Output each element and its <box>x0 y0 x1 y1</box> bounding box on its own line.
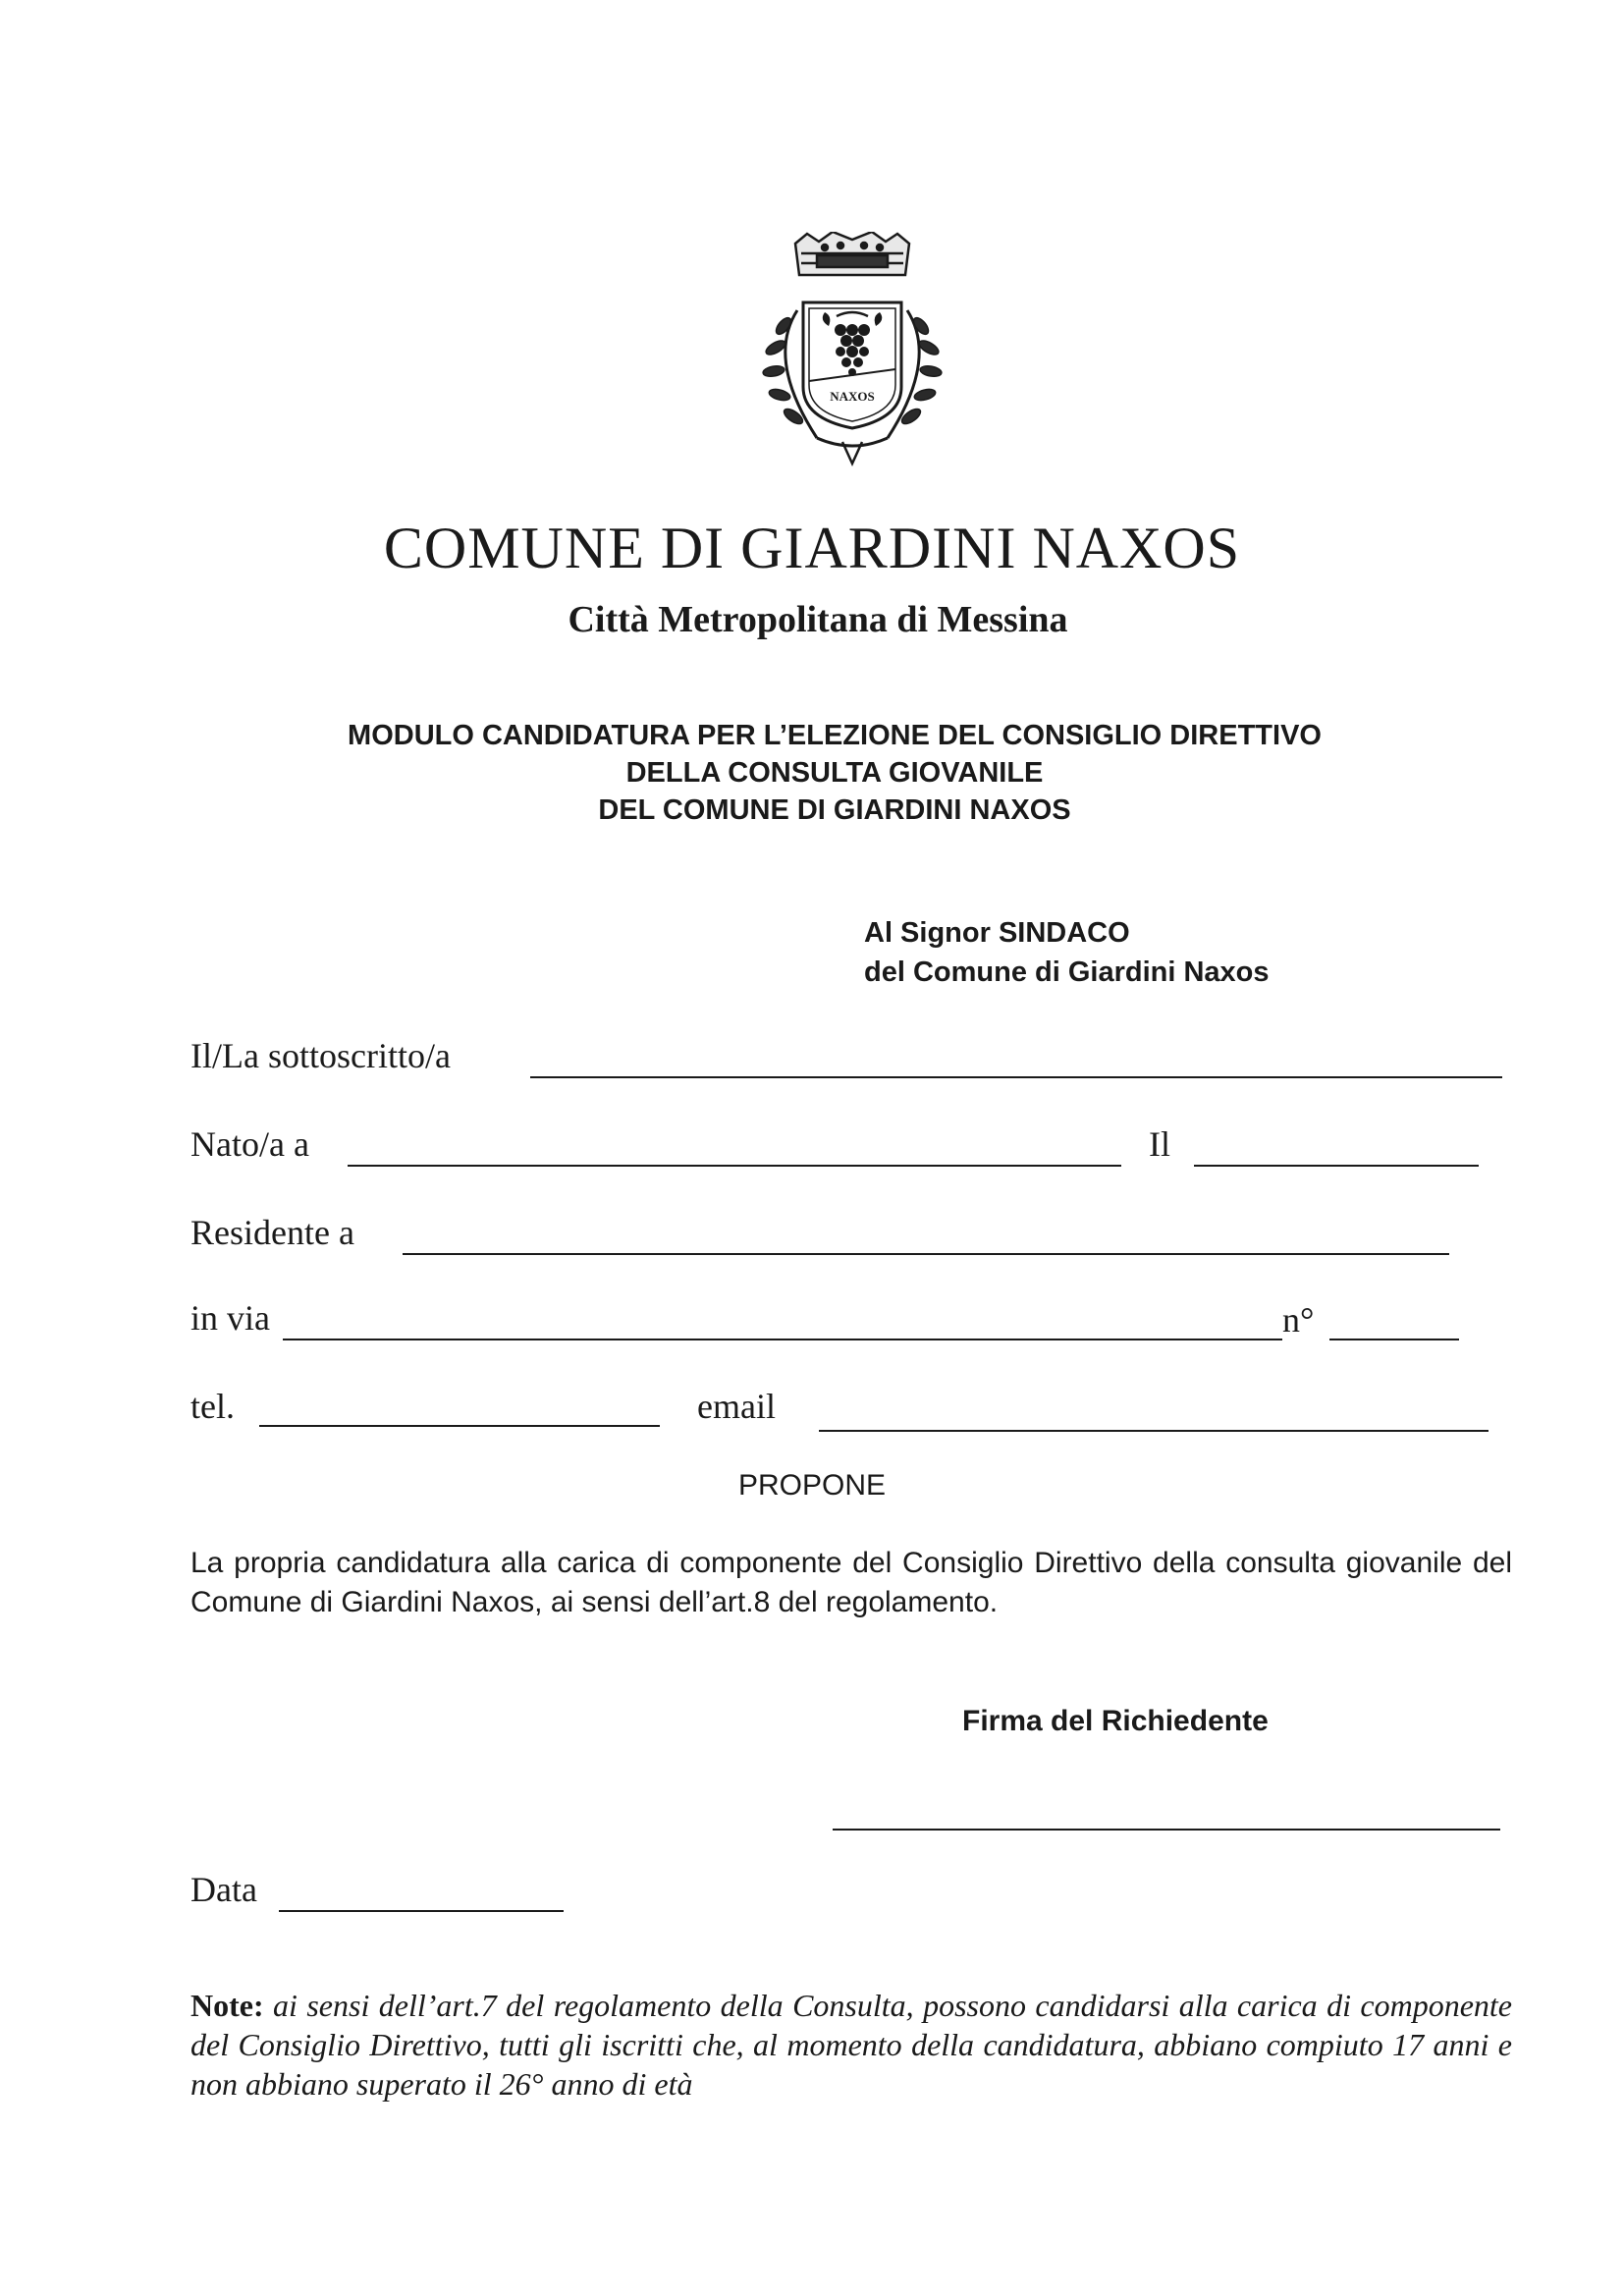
street-line-field[interactable] <box>283 1339 1282 1340</box>
birthdate-label: Il <box>1149 1124 1170 1164</box>
recipient-line: Al Signor SINDACO <box>864 917 1130 949</box>
phone-label: tel. <box>190 1387 235 1426</box>
undersigned-line-field[interactable] <box>530 1076 1502 1078</box>
date-label: Data <box>190 1870 257 1909</box>
form-heading-line: DEL COMUNE DI GIARDINI NAXOS <box>598 794 1071 826</box>
coat-of-arms-logo <box>738 232 966 467</box>
signature-label: Firma del Richiedente <box>962 1705 1269 1737</box>
recipient-line: del Comune di Giardini Naxos <box>864 957 1270 988</box>
residence-label: Residente a <box>190 1213 354 1252</box>
date-line-field[interactable] <box>279 1910 564 1912</box>
form-heading-line: MODULO CANDIDATURA PER L’ELEZIONE DEL CONSIGLIO DIRETTIVO <box>348 720 1322 751</box>
form-heading-line: DELLA CONSULTA GIOVANILE <box>625 757 1044 789</box>
note-text: ai sensi dell’art.7 del regolamento della Consulta, possono candidarsi alla carica di componente del Consiglio Direttivo, tutti gli iscritti che, al momento della candidatura, abbiano compiuto 17 anni e non abbiano superato il 26° anno di età <box>190 1988 1513 2102</box>
birthplace-label: Nato/a a <box>190 1124 309 1164</box>
email-label: email <box>697 1387 776 1426</box>
signature-line-field[interactable] <box>833 1829 1500 1831</box>
street-number-line-field[interactable] <box>1329 1339 1459 1340</box>
shield-icon <box>803 302 901 428</box>
email-line-field[interactable] <box>819 1430 1489 1432</box>
municipality-title: COMUNE DI GIARDINI NAXOS <box>383 516 1241 580</box>
birthplace-line-field[interactable] <box>348 1165 1121 1167</box>
municipality-subtitle: Città Metropolitana di Messina <box>568 599 1068 640</box>
street-number-label: n° <box>1282 1300 1315 1339</box>
crown-icon <box>795 232 909 275</box>
grapes-icon <box>823 312 883 376</box>
note-block <box>190 1986 1512 2104</box>
form-heading <box>295 717 1375 829</box>
phone-line-field[interactable] <box>259 1425 660 1427</box>
declaration-text: La propria candidatura alla carica di componente del Consiglio Direttivo della consulta giovanile del Comune di Giardini Naxos, ai sensi dell’art.8 del regolamento. <box>190 1547 1512 1618</box>
propone-heading: PROPONE <box>737 1469 887 1502</box>
birthdate-line-field[interactable] <box>1194 1165 1479 1167</box>
recipient-block <box>864 913 1270 992</box>
note-label: Note: <box>190 1988 264 2023</box>
undersigned-label: Il/La sottoscritto/a <box>190 1036 451 1075</box>
street-label: in via <box>190 1298 270 1338</box>
crest-lettering: NAXOS <box>830 389 875 404</box>
residence-line-field[interactable] <box>403 1253 1449 1255</box>
